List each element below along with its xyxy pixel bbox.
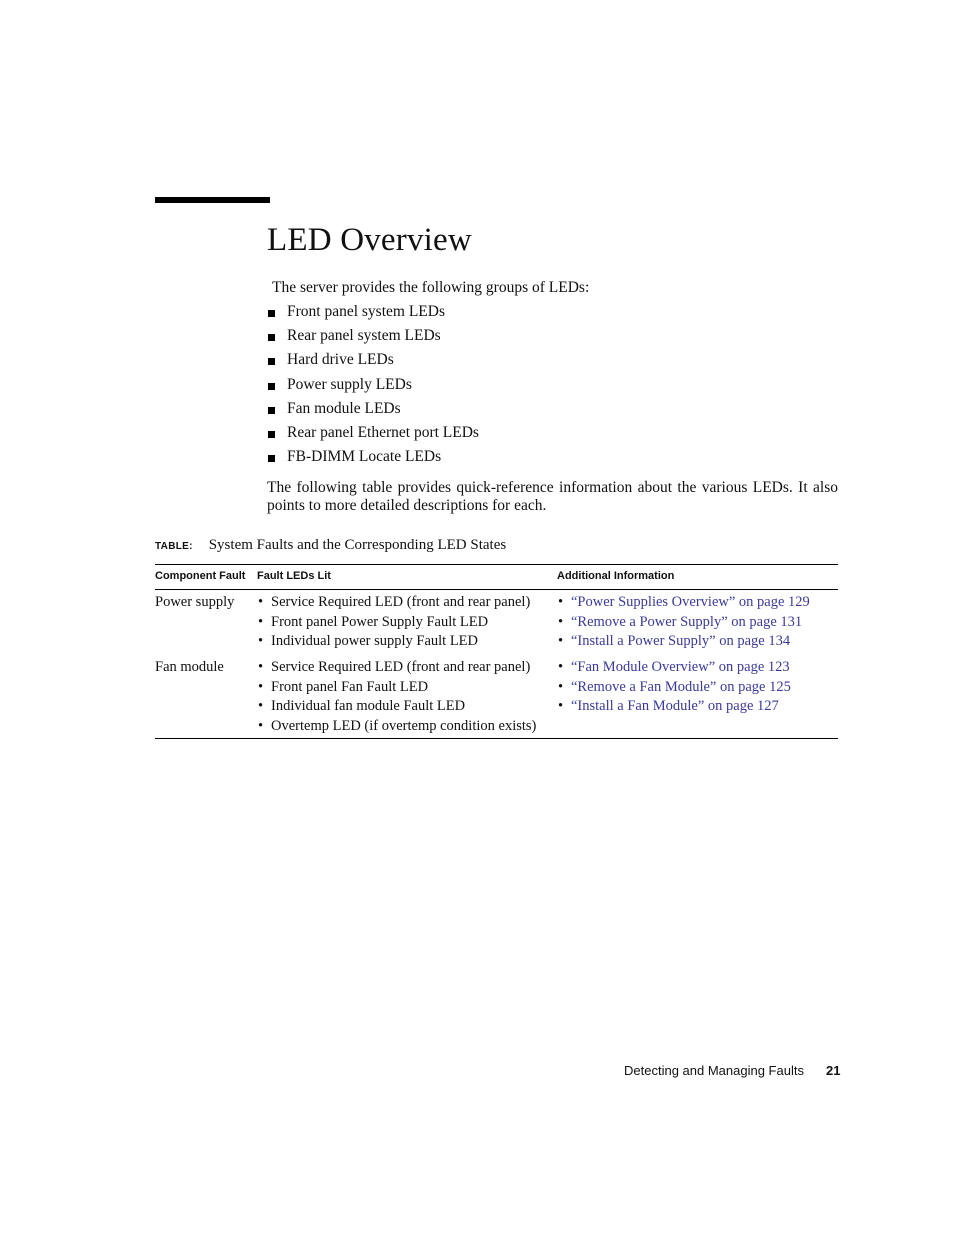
list-item: Rear panel system LEDs	[267, 327, 479, 351]
fan-module-overview-link[interactable]: “Fan Module Overview” on page 123	[571, 659, 790, 675]
heading-rule	[155, 197, 270, 203]
column-header-component: Component Fault	[155, 570, 246, 582]
table-caption-text: System Faults and the Corresponding LED States	[208, 537, 507, 553]
list-item: Front panel system LEDs	[267, 303, 479, 327]
table-header-rule	[155, 589, 838, 590]
square-bullet-icon	[268, 310, 275, 317]
page-number: 21	[826, 1063, 841, 1078]
list-item: Rear panel Ethernet port LEDs	[267, 424, 479, 448]
column-header-info: Additional Information	[557, 570, 675, 582]
list-item: • Overtemp LED (if overtemp condition exists)	[258, 717, 537, 734]
list-item: Fan module LEDs	[267, 400, 479, 424]
list-item: • Front panel Fan Fault LED	[258, 678, 429, 695]
list-item: • Service Required LED (front and rear panel)	[258, 594, 531, 610]
list-item: • “Fan Module Overview” on page 123	[558, 659, 790, 675]
remove-fan-module-link[interactable]: “Remove a Fan Module” on page 125	[571, 678, 791, 695]
table-cell-component: Power supply	[155, 594, 235, 610]
table-cell-info	[558, 659, 791, 718]
install-fan-module-link[interactable]: “Install a Fan Module” on page 127	[571, 698, 779, 715]
table-bottom-rule	[155, 738, 838, 739]
table-caption	[155, 537, 506, 554]
list-item: • Individual power supply Fault LED	[258, 633, 479, 650]
list-item: • “Install a Power Supply” on page 134	[558, 633, 791, 650]
square-bullet-icon	[268, 407, 275, 414]
square-bullet-icon	[268, 383, 275, 390]
intro-text: The server provides the following groups of LEDs:	[272, 279, 590, 296]
square-bullet-icon	[268, 431, 275, 438]
square-bullet-icon	[268, 334, 275, 341]
install-power-supply-link[interactable]: “Install a Power Supply” on page 134	[571, 633, 791, 650]
list-item: • Service Required LED (front and rear panel)	[258, 659, 531, 675]
list-item: • Front panel Power Supply Fault LED	[258, 613, 489, 630]
table-cell-info	[558, 594, 810, 653]
list-item: FB-DIMM Locate LEDs	[267, 448, 479, 472]
list-item: • Individual fan module Fault LED	[258, 698, 466, 715]
remove-power-supply-link[interactable]: “Remove a Power Supply” on page 131	[571, 613, 803, 630]
footer-section-title: Detecting and Managing Faults	[624, 1063, 804, 1078]
table-caption-label: TABLE:	[155, 541, 193, 552]
list-item: Power supply LEDs	[267, 376, 479, 400]
power-supplies-overview-link[interactable]: “Power Supplies Overview” on page 129	[571, 594, 810, 610]
list-item: • “Remove a Power Supply” on page 131	[558, 613, 803, 630]
square-bullet-icon	[268, 455, 275, 462]
list-item: • “Remove a Fan Module” on page 125	[558, 678, 791, 695]
table-cell-component: Fan module	[155, 659, 224, 675]
table-top-rule	[155, 564, 838, 565]
table-intro-paragraph: The following table provides quick-reference information about the various LEDs. It also points to more detailed descriptions for each.	[267, 479, 838, 514]
page-title: LED Overview	[267, 222, 472, 258]
table-cell-leds	[258, 659, 536, 737]
list-item: Hard drive LEDs	[267, 351, 479, 375]
led-group-list	[267, 303, 479, 472]
table-cell-leds	[258, 594, 530, 653]
list-item: • “Install a Fan Module” on page 127	[558, 698, 779, 715]
column-header-leds: Fault LEDs Lit	[257, 570, 331, 582]
list-item: • “Power Supplies Overview” on page 129	[558, 594, 810, 610]
square-bullet-icon	[268, 358, 275, 365]
